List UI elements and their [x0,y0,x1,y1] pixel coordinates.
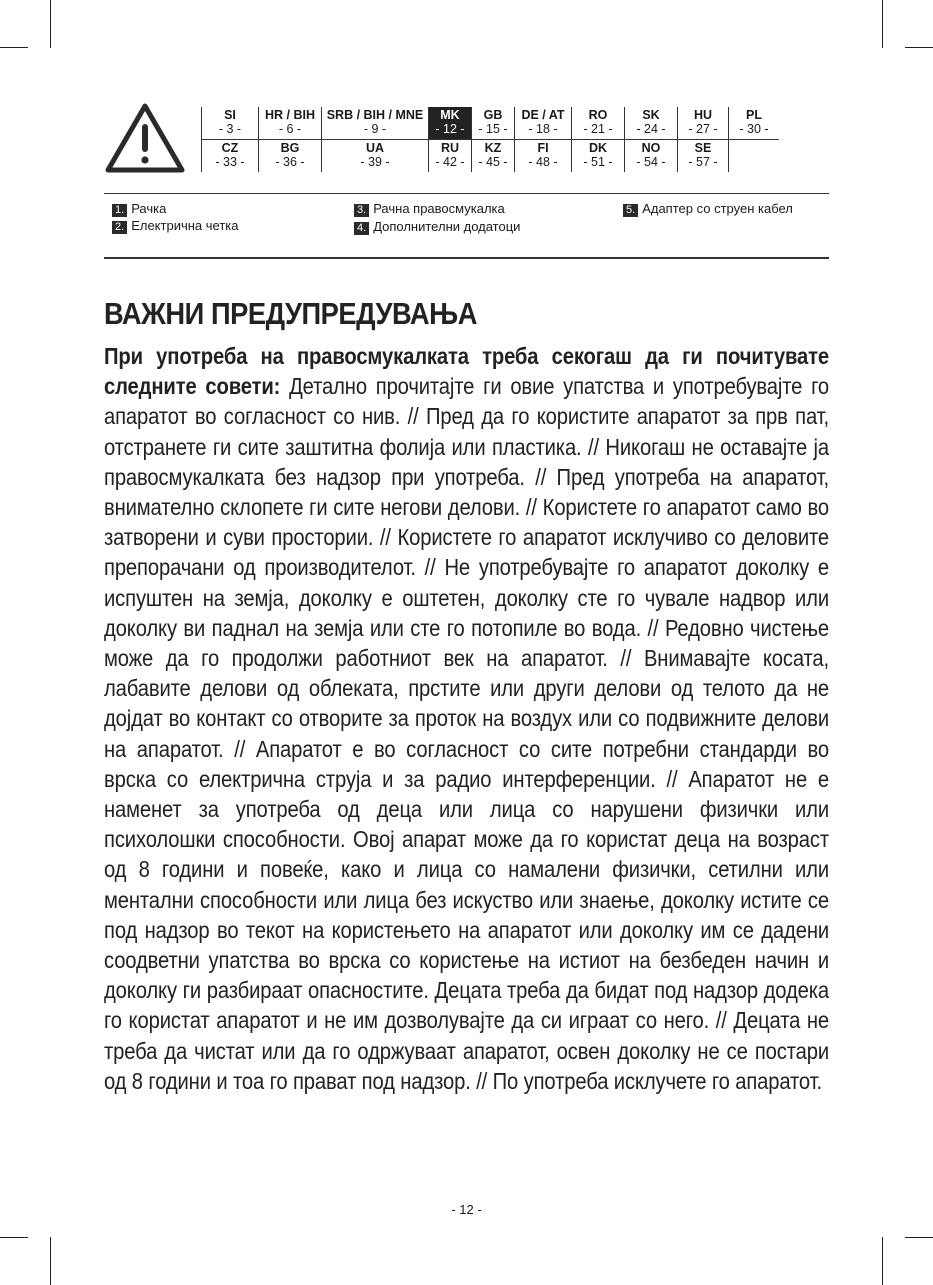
language-cell[interactable]: SRB / BIH / MNE - 9 - [322,107,429,140]
part-number: 2. [112,221,127,234]
language-cell[interactable]: NO - 54 - [625,140,678,173]
language-row [202,140,780,173]
language-cell[interactable]: SK - 24 - [625,107,678,140]
language-cell[interactable]: FI - 48 - [515,140,572,173]
crop-mark [0,1237,28,1238]
warning-triangle-icon [104,102,186,174]
crop-mark [882,1237,883,1285]
warnings-body: Детално прочитајте ги овие упатства и употребувајте го апаратот во согласност со нив. // Пред да го користите апаратот за прв пат, отстранете ги сите заштитна фолија или пластика. // Никогаш не оставајте ја правосмукалката без надзор при употреба. // Пред употреба на апаратот, внимателно склопете ги сите негови делови. // Користете го апаратот само во затворени и суви простории. // Користете го апаратот исклучиво со деловите препорачани од производителот. // Не употребувајте го апаратот доколку е испуштен на земја, доколку е оштетен, доколку сте го чувале надвор или доколку ви паднал на земја или сте го потопиле во вода. // Редовно чистење може да го продолжи работниот век на апаратот. // Внимавајте косата, лабавите делови од облеката, прстите или други делови од телото да не дојдат во контакт со отворите за проток на воздух или со подвижните делови на апаратот. // Апаратот е во согласност со сите потребни стандарди во врска со електрична струја и за радио интерференции. // Апаратот не е наменет за употреба од деца или лица со нарушени физички или психолошки способности. Овој апарат може да го користат деца на возраст од 8 години и повеќе, како и лица со намалени физички, сетилни или ментални способности или лица без искуство или знаење, доколку истите се под надзор во текот на користењето на апаратот или доколку им се дадени соодветни упатства во врска со користење на истиот на безбеден начин и доколку ги разбираат опасностите. Децата треба да бидат под надзор додека го користат апаратот и не им дозволувајте да си играат со него. // Децата не треба да чистат или да го одржуваат апаратот, освен доколку не се постари од 8 години и тоа го прават под надзор. // По употреба исклучете го апаратот. [104,373,830,1094]
part-number: 4. [354,222,369,235]
language-cell[interactable]: PL - 30 - [729,107,780,140]
language-cell[interactable]: GB - 15 - [472,107,515,140]
divider [104,257,829,259]
part-item [112,201,166,217]
part-label: Дополнителни додатоци [373,219,521,234]
crop-mark [905,1237,933,1238]
part-item [112,218,238,234]
language-cell[interactable]: HR / BIH - 6 - [259,107,322,140]
crop-mark [905,47,933,48]
divider [104,193,829,194]
crop-mark [882,0,883,48]
language-cell[interactable]: UA - 39 - [322,140,429,173]
language-cell[interactable]: CZ - 33 - [202,140,259,173]
part-number: 3. [354,204,369,217]
part-label: Рачка [131,201,167,216]
part-item [354,219,520,235]
language-cell[interactable]: DK - 51 - [572,140,625,173]
part-item [623,201,793,217]
language-cell[interactable]: DE / AT - 18 - [515,107,572,140]
crop-mark [50,0,51,48]
part-number: 5. [623,204,638,217]
language-cell[interactable]: BG - 36 - [259,140,322,173]
language-cell[interactable]: RU - 42 - [429,140,472,173]
part-number: 1. [112,204,127,217]
crop-mark [0,47,28,48]
language-cell[interactable]: RO - 21 - [572,107,625,140]
part-item [354,201,505,217]
part-label: Рачна правосмукалка [373,201,505,216]
crop-mark [50,1237,51,1285]
language-index-table [201,107,779,172]
language-cell[interactable]: HU - 27 - [678,107,729,140]
language-row [202,107,780,140]
language-cell[interactable]: SI - 3 - [202,107,259,140]
language-cell-empty [729,140,780,173]
language-cell[interactable]: SE - 57 - [678,140,729,173]
language-cell[interactable]: KZ - 45 - [472,140,515,173]
intro-bold: При употреба на правосмукалката треба секогаш да ги почитувате следните совети: [104,343,830,400]
part-label: Адаптер со струен кабел [642,201,793,216]
part-label: Електрична четка [131,218,239,233]
page-title: ВАЖНИ ПРЕДУПРЕДУВАЊА [104,296,477,331]
language-cell-active[interactable]: MK - 12 - [429,107,472,140]
page-number: - 12 - [451,1202,482,1217]
warnings-text [104,341,829,1096]
